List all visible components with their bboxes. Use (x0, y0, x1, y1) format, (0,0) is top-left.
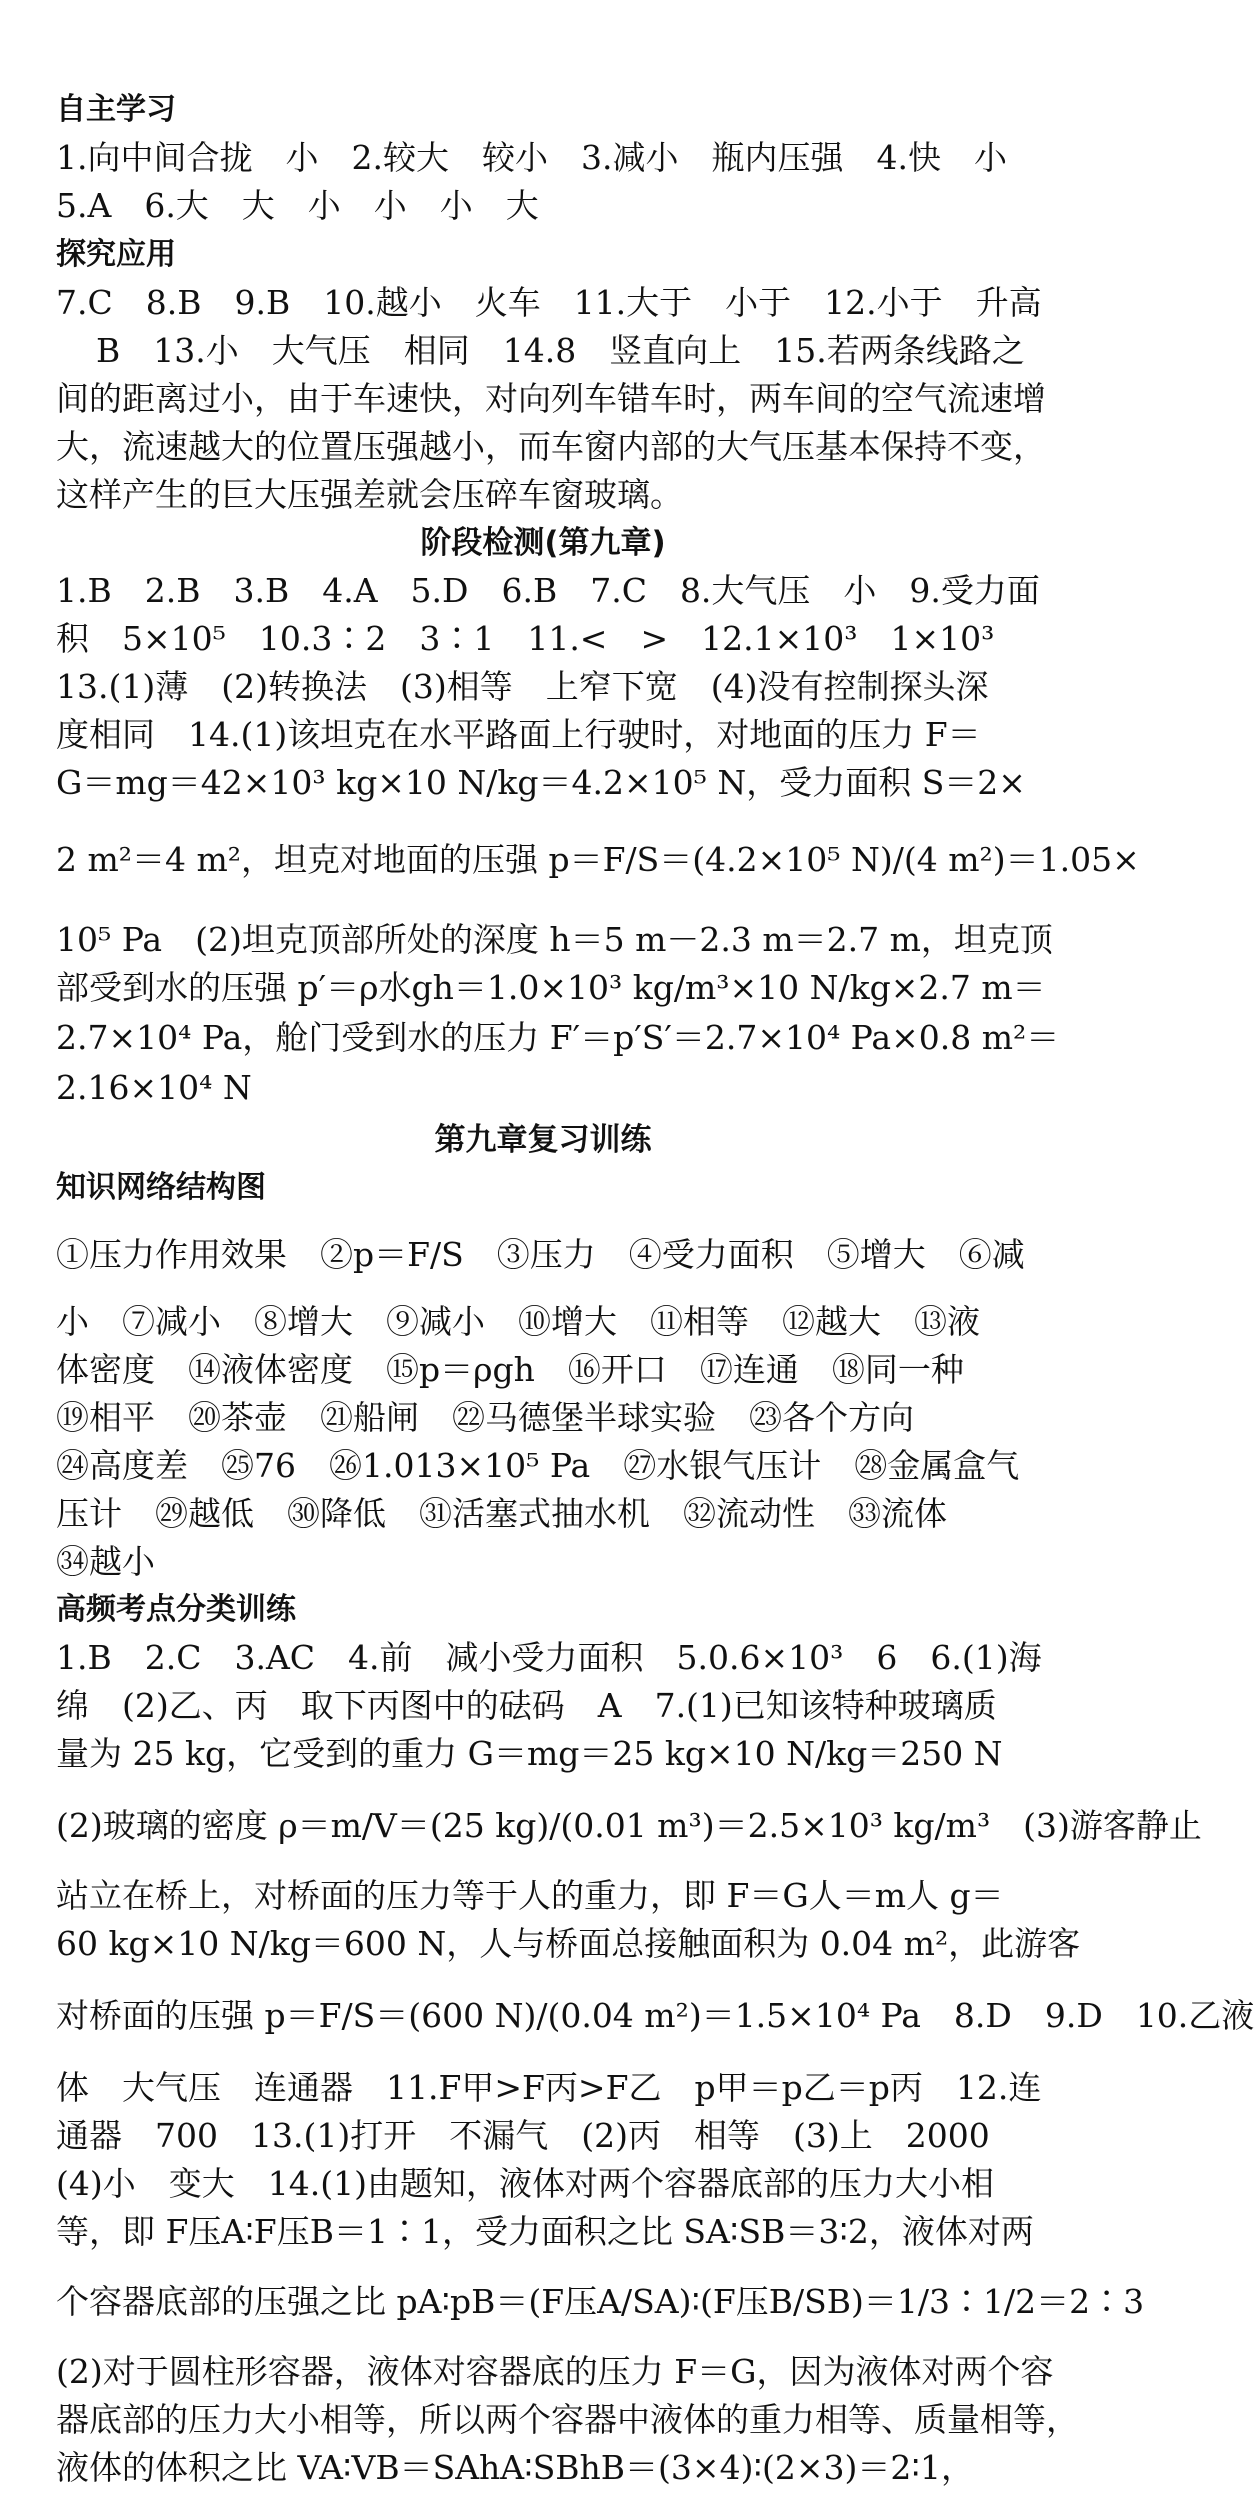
section-heading-high-frequency: 高频考点分类训练 (56, 1592, 296, 1627)
answer-line: 间的距离过小，由于车速快，对向列车错车时，两车间的空气流速增 (56, 379, 1046, 418)
section-title-review: 第九章复习训练 (434, 1122, 652, 1158)
answer-line: 绵 (2)乙、丙 取下丙图中的砝码 A 7.(1)已知该特种玻璃质 (56, 1686, 997, 1725)
answer-line: B 13.小 大气压 相同 14.8 竖直向上 15.若两条线路之 (96, 331, 1025, 370)
answer-line: 通器 700 13.(1)打开 不漏气 (2)丙 相等 (3)上 2000 (56, 2116, 990, 2155)
answer-line: 2.7×10⁴ Pa，舱门受到水的压力 F′＝p′S′＝2.7×10⁴ Pa×0.8 m²＝ (56, 1018, 1060, 1057)
answer-line: 5.A 6.大 大 小 小 小 大 (56, 186, 539, 225)
answer-line-formula: (2)玻璃的密度 ρ＝m/V＝(25 kg)/(0.01 m³)＝2.5×10³ kg/m³ (3)游客静止 (56, 1806, 1202, 1845)
answer-line: (4)小 变大 14.(1)由题知，液体对两个容器底部的压力大小相 (56, 2164, 994, 2203)
answer-line: 1.B 2.C 3.AC 4.前 减小受力面积 5.0.6×10³ 6 6.(1)海 (56, 1638, 1042, 1677)
answer-line: 13.(1)薄 (2)转换法 (3)相等 上窄下宽 (4)没有控制探头深 (56, 667, 989, 706)
answer-line: 2.16×10⁴ N (56, 1068, 252, 1107)
section-heading-knowledge-map: 知识网络结构图 (56, 1170, 266, 1205)
answer-line: 量为 25 kg，它受到的重力 G＝mg＝25 kg×10 N/kg＝250 N (56, 1734, 1003, 1773)
answer-line: 60 kg×10 N/kg＝600 N，人与桥面总接触面积为 0.04 m²，此游客 (56, 1924, 1081, 1963)
answer-line: 1.B 2.B 3.B 4.A 5.D 6.B 7.C 8.大气压 小 9.受力面 (56, 571, 1040, 610)
section-heading-inquiry: 探究应用 (56, 237, 176, 272)
answer-line: 等，即 F压A∶F压B＝1∶1，受力面积之比 SA∶SB＝3∶2，液体对两 (56, 2212, 1034, 2251)
answer-line: 体 大气压 连通器 11.F甲>F丙>F乙 p甲＝p乙＝p丙 12.连 (56, 2068, 1042, 2107)
answer-line: 器底部的压力大小相等，所以两个容器中液体的重力相等、质量相等， (56, 2400, 1079, 2439)
answer-line: 体密度 ⑭液体密度 ⑮p＝ρgh ⑯开口 ⑰连通 ⑱同一种 (56, 1350, 964, 1389)
answer-line: 液体的体积之比 VA∶VB＝SAhA∶SBhB＝(3×4)∶(2×3)＝2∶1， (56, 2448, 975, 2487)
answer-line: 压计 ㉙越低 ㉚降低 ㉛活塞式抽水机 ㉜流动性 ㉝流体 (56, 1494, 947, 1533)
answer-line: 7.C 8.B 9.B 10.越小 火车 11.大于 小于 12.小于 升高 (56, 283, 1042, 322)
answer-line: ⑲相平 ⑳茶壶 ㉑船闸 ㉒马德堡半球实验 ㉓各个方向 (56, 1398, 914, 1437)
answer-line: 小 ⑦减小 ⑧增大 ⑨减小 ⑩增大 ⑪相等 ⑫越大 ⑬液 (56, 1302, 980, 1341)
section-heading-self-study: 自主学习 (56, 92, 176, 127)
answer-line-formula: 个容器底部的压强之比 pA∶pB＝(F压A/SA)∶(F压B/SB)＝1/3∶1/2＝2∶3 (56, 2282, 1145, 2321)
section-title-stage-test: 阶段检测(第九章) (420, 525, 666, 561)
answer-line: 大，流速越大的位置压强越小，而车窗内部的大气压基本保持不变， (56, 427, 1046, 466)
answer-line: 站立在桥上，对桥面的压力等于人的重力，即 F＝G人＝m人 g＝ (56, 1876, 1004, 1915)
answer-line: (2)对于圆柱形容器，液体对容器底的压力 F＝G，因为液体对两个容 (56, 2352, 1054, 2391)
answer-line: 1.向中间合拢 小 2.较大 较小 3.减小 瓶内压强 4.快 小 (56, 138, 1007, 177)
answer-line: 10⁵ Pa (2)坦克顶部所处的深度 h＝5 m－2.3 m＝2.7 m，坦克顶 (56, 920, 1053, 959)
answer-line: 度相同 14.(1)该坦克在水平路面上行驶时，对地面的压力 F＝ (56, 715, 981, 754)
answer-line-formula: 对桥面的压强 p＝F/S＝(600 N)/(0.04 m²)＝1.5×10⁴ Pa 8.D 9.D 10.乙液 (56, 1996, 1254, 2035)
answer-line-formula: ①压力作用效果 ②p＝F/S ③压力 ④受力面积 ⑤增大 ⑥减 (56, 1235, 1025, 1274)
answer-line: G＝mg＝42×10³ kg×10 N/kg＝4.2×10⁵ N，受力面积 S＝2× (56, 763, 1026, 802)
answer-line: 这样产生的巨大压强差就会压碎车窗玻璃。 (56, 475, 683, 514)
answer-line: ㉔高度差 ㉕76 ㉖1.013×10⁵ Pa ㉗水银气压计 ㉘金属盒气 (56, 1446, 1020, 1485)
answer-line: 部受到水的压强 p′＝ρ水gh＝1.0×10³ kg/m³×10 N/kg×2.7 m＝ (56, 968, 1046, 1007)
answer-line: ㉞越小 (56, 1542, 155, 1581)
answer-line-formula: 2 m²＝4 m²，坦克对地面的压强 p＝F/S＝(4.2×10⁵ N)/(4 m²)＝1.05× (56, 840, 1140, 879)
answer-line: 积 5×10⁵ 10.3∶2 3∶1 11.< > 12.1×10³ 1×10³ (56, 619, 995, 658)
